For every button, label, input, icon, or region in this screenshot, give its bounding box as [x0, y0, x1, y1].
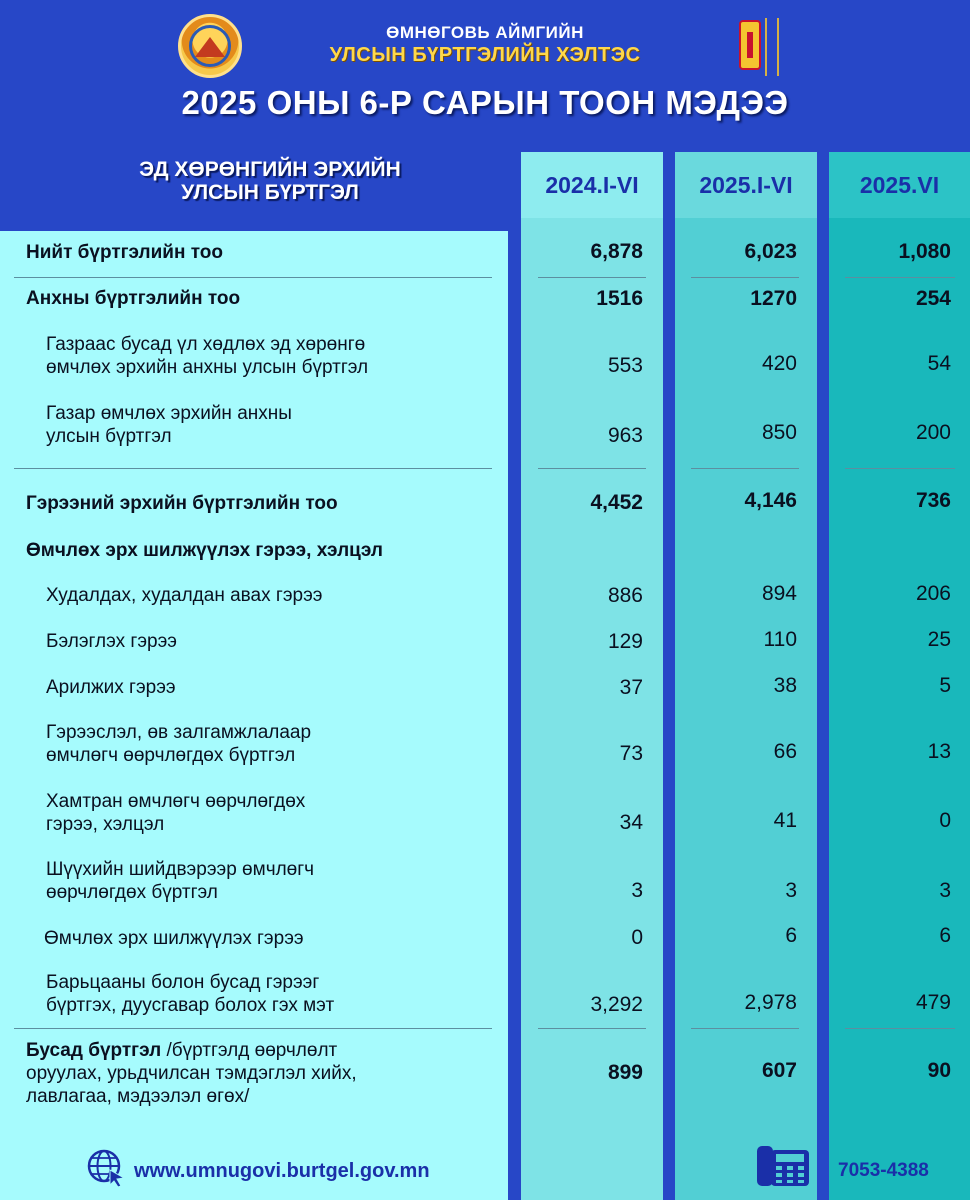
column-header-2024-h1: 2024.I-VI — [521, 152, 663, 218]
row-label-gift: Бэлэглэх гэрээ — [46, 631, 177, 652]
row-divider — [14, 277, 492, 278]
section-title — [60, 158, 480, 204]
value-gift-2025jun: 25 — [927, 628, 951, 651]
row-label-initial: Анхны бүртгэлийн тоо — [26, 288, 241, 309]
value-initial-2025jun: 254 — [915, 287, 951, 310]
value-total-2024h1: 6,878 — [590, 240, 643, 263]
column-separator — [663, 152, 675, 1200]
row-label-ownership-transfer: Өмчлөх эрх шилжүүлэх гэрээ, хэлцэл — [26, 540, 383, 561]
row-divider — [845, 277, 955, 278]
row-divider — [538, 277, 646, 278]
value-inheritance-2024h1: 73 — [619, 742, 643, 765]
row-label-non-land-initial: Газраас бусад үл хөдлөх эд хөрөнгө өмчлөх эрхийн анхны улсын бүртгэл — [46, 334, 369, 378]
value-court-2024h1: 3 — [631, 879, 643, 902]
value-non-land-2025jun: 54 — [927, 352, 951, 375]
row-label-transfer-contract: Өмчлөх эрх шилжүүлэх гэрээ — [44, 928, 304, 949]
value-contract-2025h1: 4,146 — [744, 489, 797, 512]
value-court-2025h1: 3 — [785, 879, 797, 902]
value-gift-2025h1: 110 — [763, 628, 797, 651]
value-transfer-2025jun: 6 — [939, 924, 951, 947]
section-title-line2: УЛСЫН БҮРТГЭЛ — [181, 181, 359, 204]
value-contract-2024h1: 4,452 — [590, 491, 643, 514]
value-co-owner-2025h1: 41 — [773, 809, 797, 832]
row-divider — [691, 1028, 799, 1029]
value-sale-2025jun: 206 — [915, 582, 951, 605]
phone-number[interactable]: 7053-4388 — [838, 1160, 929, 1181]
row-label-exchange: Арилжих гэрээ — [46, 677, 176, 698]
value-total-2025jun: 1,080 — [898, 240, 951, 263]
row-divider — [538, 468, 646, 469]
value-collateral-2025h1: 2,978 — [744, 991, 797, 1014]
value-court-2025jun: 3 — [939, 879, 951, 902]
value-gift-2024h1: 129 — [607, 630, 643, 653]
row-label-co-owner: Хамтран өмчлөгч өөрчлөгдөх гэрээ, хэлцэл — [46, 791, 306, 835]
section-title-line1: ЭД ХӨРӨНГИЙН ЭРХИЙН — [139, 158, 401, 181]
row-label-total: Нийт бүртгэлийн тоо — [26, 242, 224, 263]
row-divider — [14, 1028, 492, 1029]
row-label-other: Бусад бүртгэл /бүртгэлд өөрчлөлт оруулах, урьдчилсан тэмдэглэл хийх, лавлагаа, мэдээлэл өгөх/ — [26, 1040, 357, 1107]
value-exchange-2024h1: 37 — [619, 676, 643, 699]
value-collateral-2024h1: 3,292 — [590, 993, 643, 1016]
column-separator — [508, 152, 522, 1200]
website-link[interactable]: www.umnugovi.burtgel.gov.mn — [134, 1160, 430, 1182]
value-contract-2025jun: 736 — [915, 489, 951, 512]
column-header-2025-jun: 2025.VI — [829, 152, 970, 218]
value-other-2024h1: 899 — [607, 1061, 643, 1084]
value-land-2025h1: 850 — [761, 421, 797, 444]
value-land-2025jun: 200 — [915, 421, 951, 444]
value-exchange-2025h1: 38 — [773, 674, 797, 697]
row-label-sale: Худалдах, худалдан авах гэрээ — [46, 585, 323, 606]
value-collateral-2025jun: 479 — [915, 991, 951, 1014]
value-co-owner-2025jun: 0 — [939, 809, 951, 832]
org-name-line1: ӨМНӨГОВЬ АЙМГИЙН — [386, 23, 584, 42]
page-title: 2025 ОНЫ 6-Р САРЫН ТООН МЭДЭЭ — [181, 84, 789, 121]
value-inheritance-2025jun: 13 — [927, 740, 951, 763]
column-separator — [817, 152, 829, 1200]
row-label-inheritance: Гэрээслэл, өв залгамжлалаар өмчлөгч өөрчлөгдөх бүртгэл — [46, 722, 312, 766]
row-label-collateral: Барьцааны болон бусад гэрээг бүртгэх, дуусгавар болох гэх мэт — [46, 972, 335, 1016]
row-divider — [691, 468, 799, 469]
row-label-court-decision: Шүүхийн шийдвэрээр өмчлөгч өөрчлөгдөх бүртгэл — [46, 859, 315, 903]
value-co-owner-2024h1: 34 — [619, 811, 643, 834]
value-total-2025h1: 6,023 — [744, 240, 797, 263]
value-other-2025h1: 607 — [761, 1059, 797, 1082]
org-name-line2: УЛСЫН БҮРТГЭЛИЙН ХЭЛТЭС — [329, 44, 641, 66]
row-divider — [14, 468, 492, 469]
row-divider — [845, 1028, 955, 1029]
value-transfer-2024h1: 0 — [631, 926, 643, 949]
row-divider — [691, 277, 799, 278]
value-initial-2025h1: 1270 — [750, 287, 797, 310]
value-non-land-2024h1: 553 — [607, 354, 643, 377]
value-other-2025jun: 90 — [927, 1059, 951, 1082]
value-transfer-2025h1: 6 — [785, 924, 797, 947]
value-exchange-2025jun: 5 — [939, 674, 951, 697]
value-inheritance-2025h1: 66 — [773, 740, 797, 763]
globe-cursor-icon — [86, 1148, 126, 1188]
row-divider — [845, 468, 955, 469]
value-initial-2024h1: 1516 — [596, 287, 643, 310]
column-header-2025-h1: 2025.I-VI — [675, 152, 817, 218]
value-sale-2024h1: 886 — [607, 584, 643, 607]
phone-icon — [755, 1142, 811, 1190]
row-label-contract-rights: Гэрээний эрхийн бүртгэлийн тоо — [26, 493, 338, 514]
value-sale-2025h1: 894 — [761, 582, 797, 605]
value-land-2024h1: 963 — [607, 424, 643, 447]
value-non-land-2025h1: 420 — [761, 352, 797, 375]
row-divider — [538, 1028, 646, 1029]
row-label-land-initial: Газар өмчлөх эрхийн анхны улсын бүртгэл — [46, 403, 292, 447]
